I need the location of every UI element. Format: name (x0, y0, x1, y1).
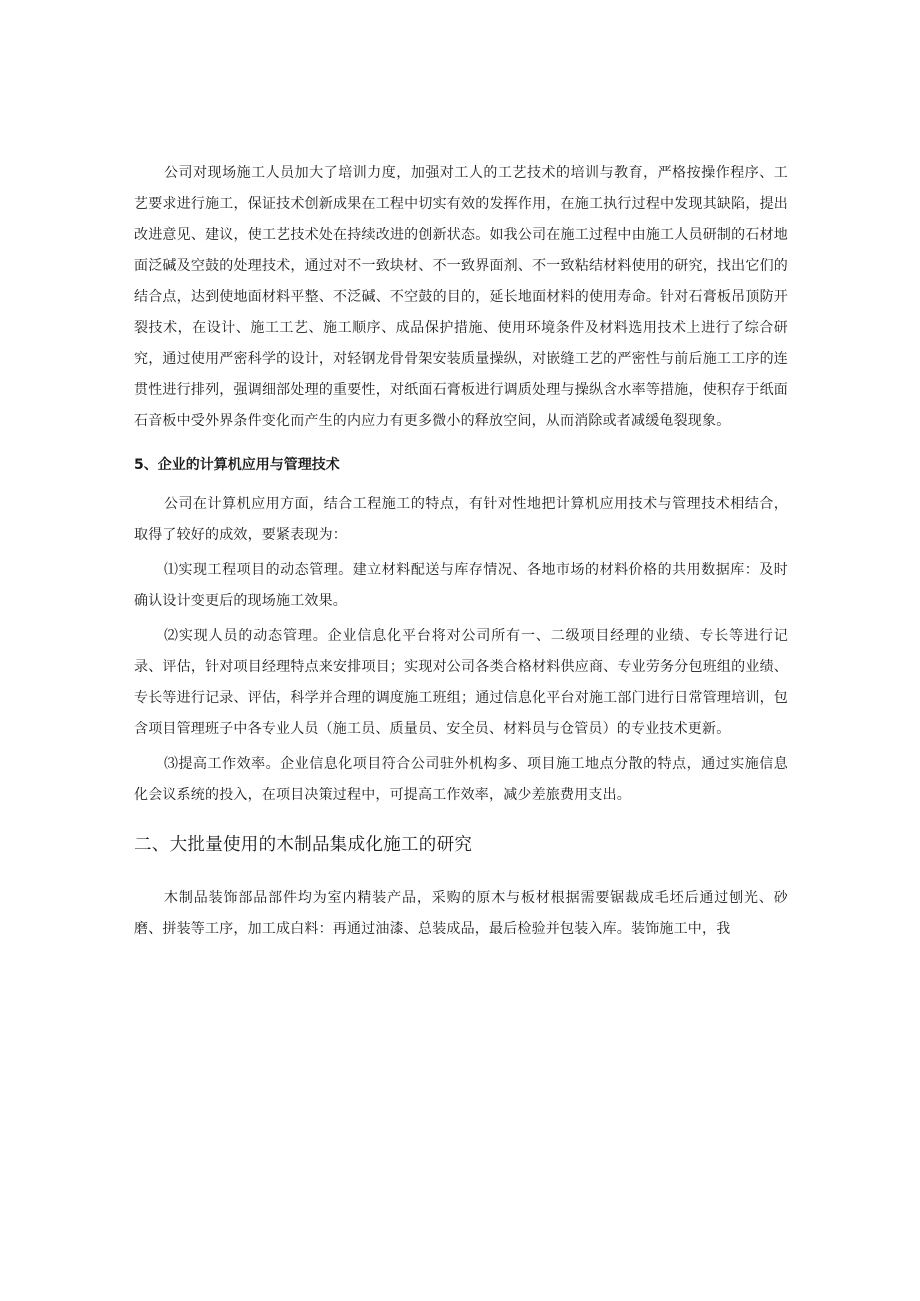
body-paragraph: 木制品装饰部品部件均为室内精装产品，采购的原木与板材根据需要锯裁成毛坯后通过刨光、砂磨、拼装等工序，加工成白料：再通过油漆、总装成品，最后检验并包装入库。装饰施工中，我 (134, 890, 788, 937)
list-item: ⑶提高工作效率。企业信息化项目符合公司驻外机构多、项目施工地点分散的特点，通过实施信息化会议系统的投入，在项目决策过程中，可提高工作效率，减少差旅费用支出。 (134, 756, 788, 803)
chapter-heading: 二、大批量使用的木制品集成化施工的研究 (134, 835, 473, 855)
list-item: ⑴实现工程项目的动态管理。建立材料配送与库存情况、各地市场的材料价格的共用数据库：及时确认设计变更后的现场施工效果。 (134, 562, 788, 609)
document-page (134, 158, 788, 945)
body-paragraph: 公司在计算机应用方面，结合工程施工的特点，有针对性地把计算机应用技术与管理技术相结合，取得了较好的成效，要紧表现为： (134, 496, 788, 543)
body-paragraph: 公司对现场施工人员加大了培训力度，加强对工人的工艺技术的培训与教育，严格按操作程序、工艺要求进行施工，保证技术创新成果在工程中切实有效的发挥作用，在施工执行过程中发现其缺陷，提出改进意见、建议，使工艺技术处在持续改进的创新状态。如我公司在施工过程中由施工人员研制的石材地面泛碱及空鼓的处理技术，通过对不一致块材、不一致界面剂、不一致粘结材料使用的研究，找出它们的结合点，达到使地面材料平整、不泛碱、不空鼓的目的，延长地面材料的使用寿命。针对石膏板吊顶防开裂技术，在设计、施工工艺、施工顺序、成品保护措施、使用环境条件及材料选用技术上进行了综合研究，通过使用严密科学的设计，对轻钢龙骨骨架安装质量操纵，对嵌缝工艺的严密性与前后施工工序的连贯性进行排列，强调细部处理的重要性，对纸面石膏板进行调质处理与操纵含水率等措施，使积存于纸面石音板中受外界条件变化而产生的内应力有更多微小的释放空间，从而消除或者减缓龟裂现象。 (134, 165, 788, 429)
section-heading: 5、企业的计算机应用与管理技术 (134, 457, 340, 473)
list-item: ⑵实现人员的动态管理。企业信息化平台将对公司所有一、二级项目经理的业绩、专长等进行记录、评估，针对项目经理特点来安排项目；实现对公司各类合格材料供应商、专业劳务分包班组的业绩、专长等进行记录、评估，科学并合理的调度施工班组；通过信息化平台对施工部门进行日常管理培训，包含项目管理班子中各专业人员（施工员、质量员、安全员、材料员与仓管员）的专业技术更新。 (134, 628, 788, 737)
